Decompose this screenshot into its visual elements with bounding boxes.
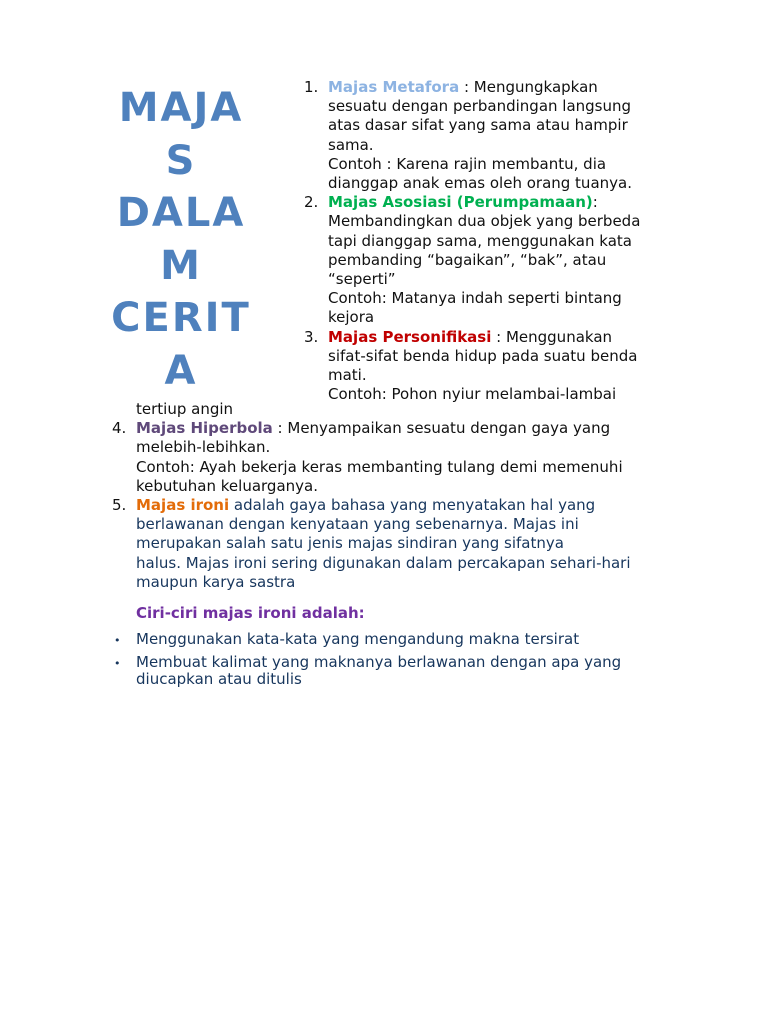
bullet-item	[114, 630, 631, 649]
title-line: A	[164, 347, 198, 394]
term-asosiasi: Majas Asosiasi (Perumpamaan)	[328, 193, 593, 212]
item-line: sama.	[328, 135, 374, 154]
title-line: M	[160, 242, 202, 289]
item-line: melebih-lebihkan.	[136, 438, 271, 457]
item-example: Contoh: Ayah bekerja keras membanting tulang demi memenuhi	[136, 457, 623, 476]
list-item-metafora	[304, 78, 640, 193]
item-line: berlawanan dengan kenyataan yang sebenarnya. Majas ini	[136, 515, 579, 534]
item-example: Contoh : Karena rajin membantu, dia	[328, 154, 607, 173]
item-example: dianggap anak emas oleh orang tuanya.	[328, 174, 632, 193]
document-title	[100, 82, 262, 397]
item-number: 4.	[112, 419, 127, 438]
item-line: merupakan salah satu jenis majas sindiran yang sifatnya	[136, 534, 564, 553]
item-number: 3.	[304, 327, 319, 346]
item-number: 2.	[304, 193, 319, 212]
item-number: 5.	[112, 496, 127, 515]
bullet-icon: •	[114, 634, 121, 648]
item-example: kejora	[328, 308, 375, 327]
item-text: : Menggunakan	[491, 327, 613, 346]
item-line: tapi dianggap sama, menggunakan kata	[328, 231, 632, 250]
item-text: adalah gaya bahasa yang menyatakan hal yang	[229, 496, 596, 515]
item-text: : Mengungkapkan	[459, 78, 598, 96]
item-example: kebutuhan keluarganya.	[136, 476, 318, 495]
item-line: halus. Majas ironi sering digunakan dalam percakapan sehari-hari	[136, 553, 631, 572]
bullet-item	[114, 653, 631, 689]
ciri-heading: Ciri-ciri majas ironi adalah:	[136, 604, 365, 623]
bullet-line: Menggunakan kata-kata yang mengandung makna tersirat	[136, 630, 580, 649]
item-line: atas dasar sifat yang sama atau hampir	[328, 116, 628, 135]
item-number: 1.	[304, 78, 319, 96]
title-line: MAJA	[118, 85, 244, 131]
item-line: Membandingkan dua objek yang berbeda	[328, 212, 641, 231]
right-column	[304, 78, 641, 404]
list-item-hiperbola	[112, 419, 631, 496]
item-line: “seperti”	[328, 270, 396, 289]
list-item-ironi	[112, 496, 631, 592]
bullet-line: Membuat kalimat yang maknanya berlawanan dengan apa yang	[136, 653, 622, 672]
list-item-personifikasi	[304, 327, 640, 405]
item-continuation: tertiup angin	[136, 400, 234, 418]
title-line: S	[165, 137, 197, 184]
term-metafora: Majas Metafora	[328, 78, 460, 96]
item-text: : Menyampaikan sesuatu dengan gaya yang	[272, 419, 611, 438]
title-line: CERIT	[111, 295, 251, 341]
lower-column	[112, 400, 631, 689]
item-text: :	[592, 193, 598, 212]
term-personifikasi: Majas Personifikasi	[328, 327, 492, 346]
item-line: sesuatu dengan perbandingan langsung	[328, 97, 632, 116]
item-line: maupun karya sastra	[136, 572, 296, 591]
item-example: Contoh: Matanya indah seperti bintang	[328, 289, 622, 308]
list-item-asosiasi	[304, 193, 641, 327]
bullet-icon: •	[114, 657, 121, 671]
item-line: sifat-sifat benda hidup pada suatu benda	[328, 346, 638, 365]
item-example: Contoh: Pohon nyiur melambai-lambai	[328, 385, 617, 404]
term-hiperbola: Majas Hiperbola	[136, 419, 273, 438]
title-line: DALA	[116, 190, 246, 236]
item-line: mati.	[328, 366, 367, 385]
term-ironi: Majas ironi	[136, 496, 230, 515]
item-line: pembanding “bagaikan”, “bak”, atau	[328, 250, 607, 269]
bullet-line: diucapkan atau ditulis	[136, 670, 302, 689]
